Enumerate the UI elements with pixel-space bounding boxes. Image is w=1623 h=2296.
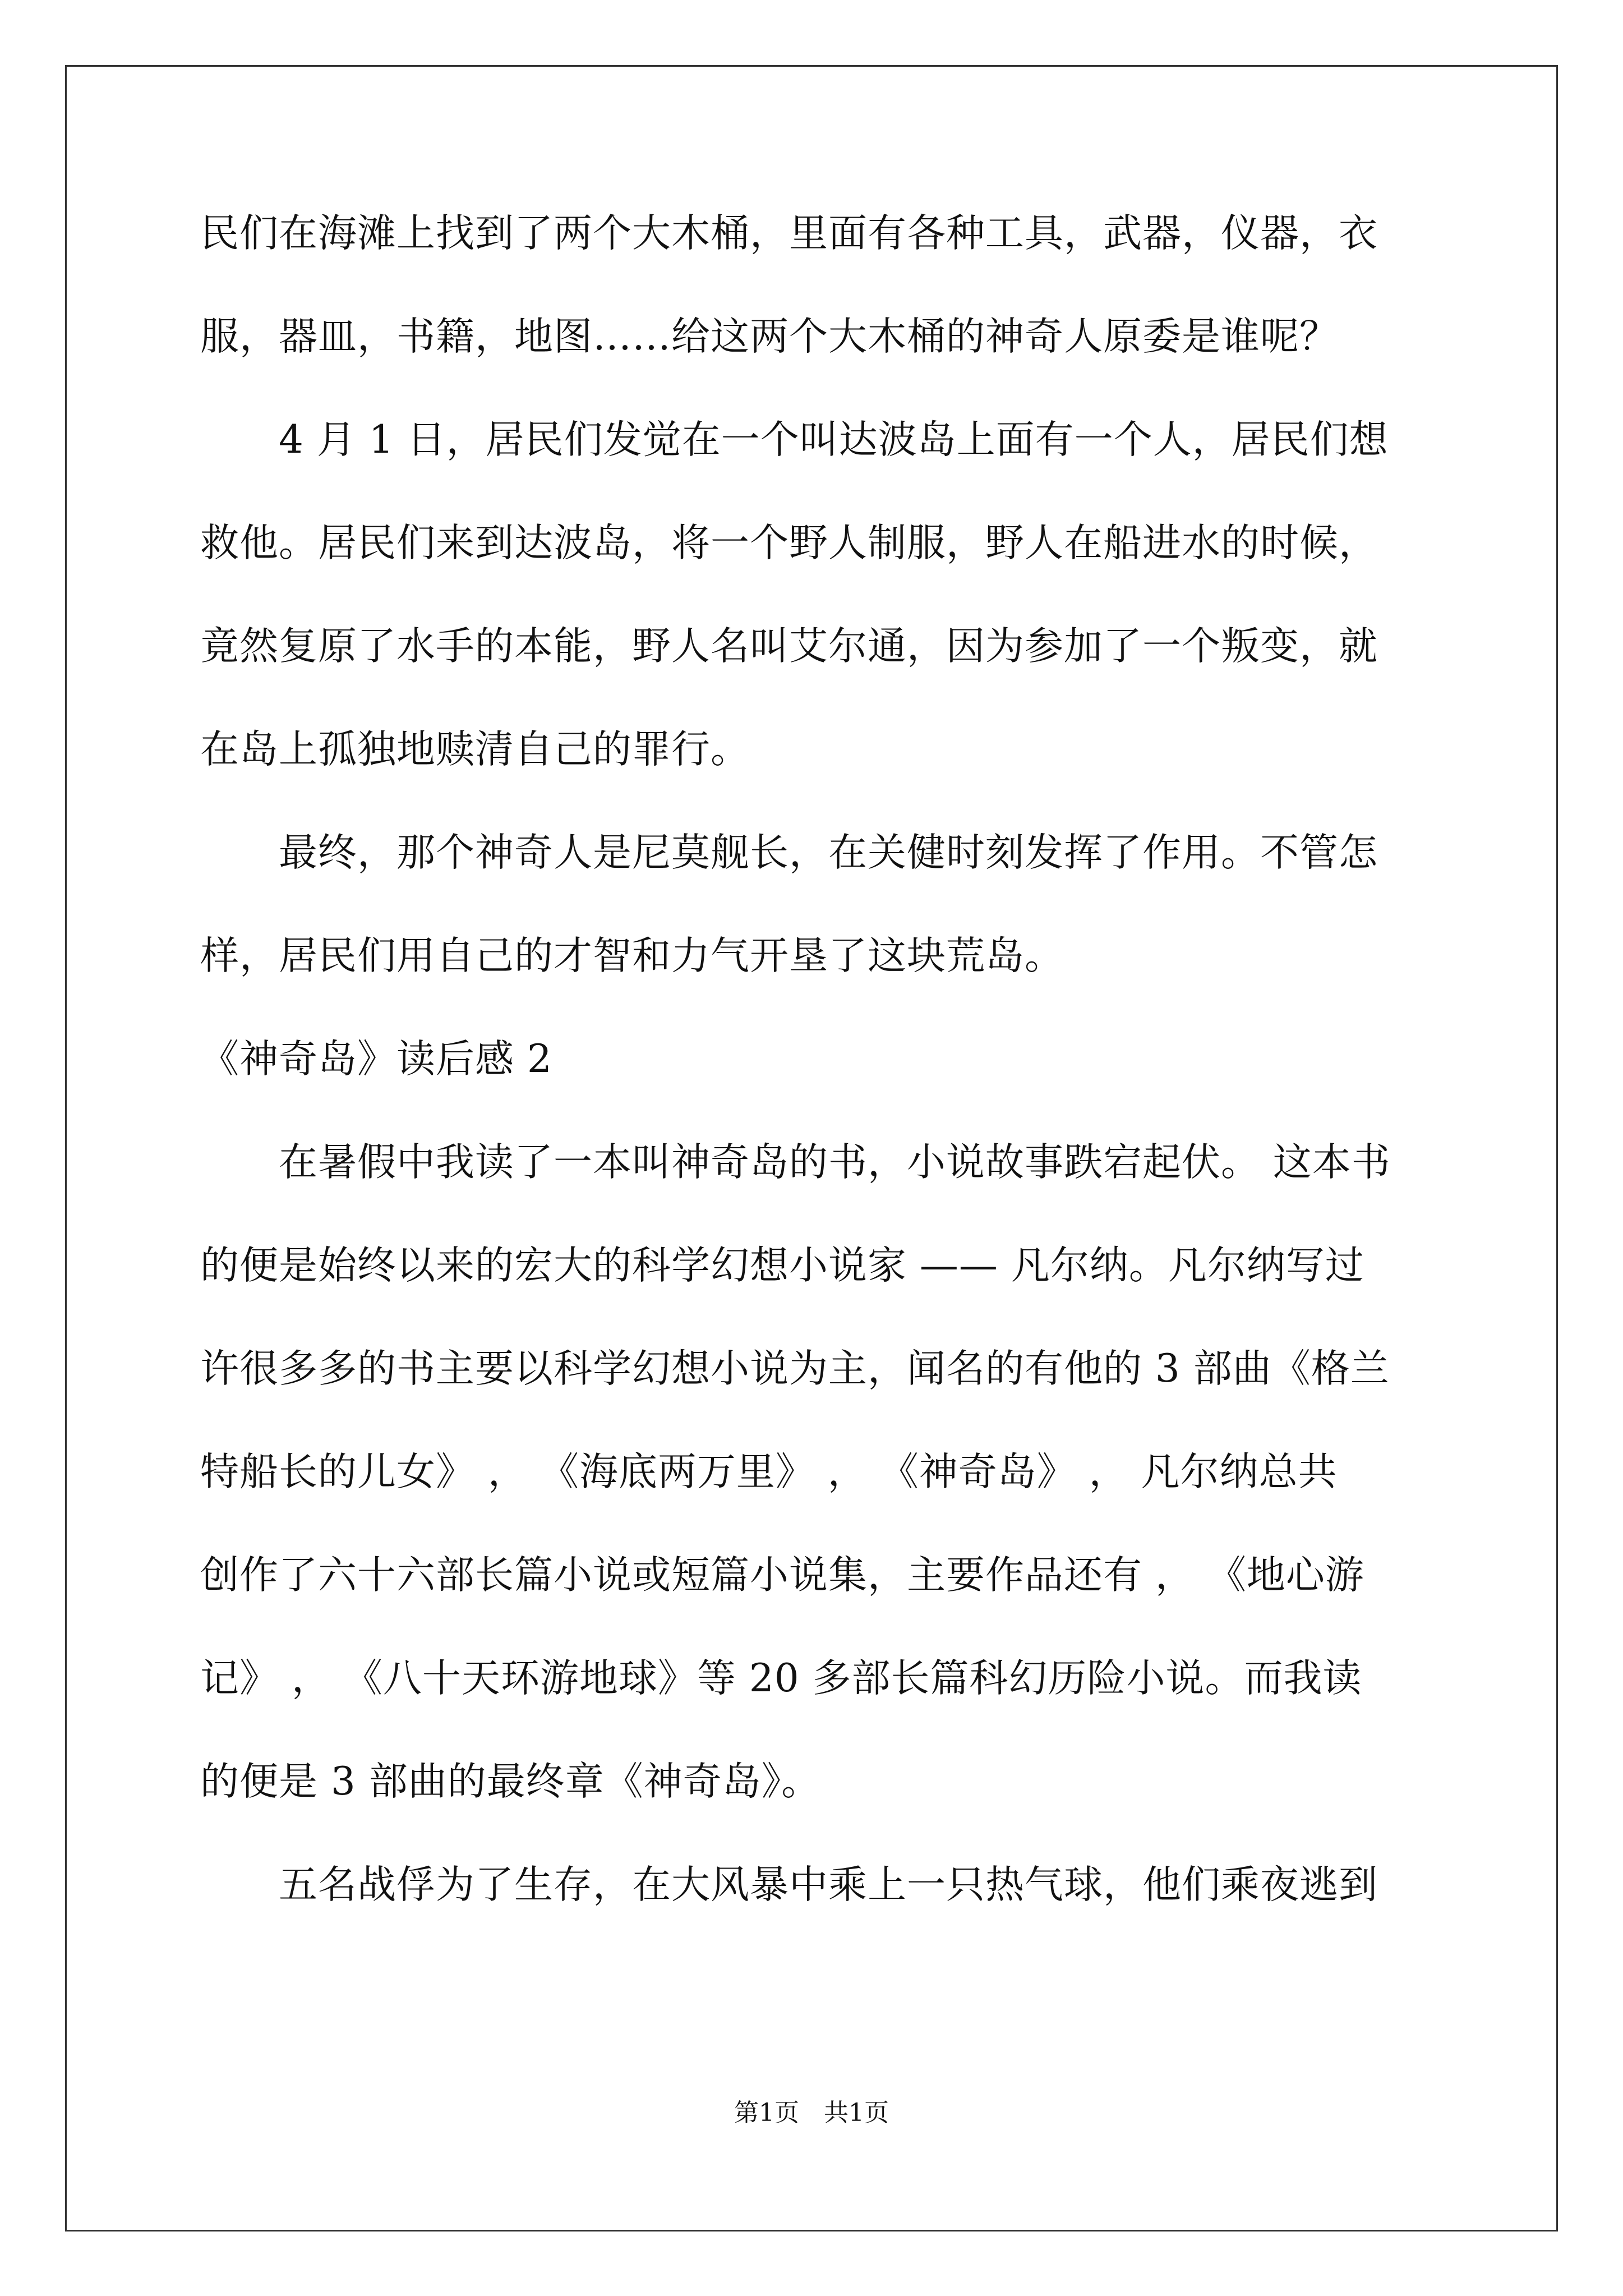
text-line: 救他。居民们来到达波岛，将一个野人制服，野人在船进水的时候， bbox=[200, 521, 1378, 565]
page-footer: 第1页 共1页 bbox=[734, 2099, 889, 2127]
text-line: 的便是 3 部曲的最终章《神奇岛》。 bbox=[200, 1759, 821, 1804]
text-line: 民们在海滩上找到了两个大木桶，里面有各种工具，武器，仪器，衣 bbox=[200, 211, 1378, 256]
text-line: 在暑假中我读了一本叫神奇岛的书，小说故事跌宕起伏。 这本书 bbox=[200, 1140, 1391, 1185]
text-line: 在岛上孤独地赎清自己的罪行。 bbox=[200, 727, 750, 772]
text-line: 竟然复原了水手的本能，野人名叫艾尔通，因为参加了一个叛变，就 bbox=[200, 624, 1378, 669]
text-line: 服，器皿，书籍，地图……给这两个大木桶的神奇人原委是谁呢？ bbox=[200, 314, 1339, 359]
text-line: 创作了六十六部长篇小说或短篇小说集，主要作品还有 ， 《地心游 bbox=[200, 1553, 1364, 1598]
section-heading: 《神奇岛》读后感 2 bbox=[200, 1037, 552, 1082]
text-line: 记》 ， 《八十天环游地球》等 20 多部长篇科幻历险小说。而我读 bbox=[200, 1656, 1362, 1701]
text-line: 特船长的儿女》 ， 《海底两万里》 ， 《神奇岛》 ， 凡尔纳总共 bbox=[200, 1450, 1338, 1494]
text-line: 4 月 1 日，居民们发觉在一个叫达波岛上面有一个人，居民们想 bbox=[200, 417, 1389, 462]
text-line: 五名战俘为了生存，在大风暴中乘上一只热气球，他们乘夜逃到 bbox=[200, 1862, 1378, 1907]
text-line: 样，居民们用自己的才智和力气开垦了这块荒岛。 bbox=[200, 933, 1064, 978]
text-line: 的便是始终以来的宏大的科学幻想小说家 —— 凡尔纳。凡尔纳写过 bbox=[200, 1243, 1364, 1288]
text-line: 许很多多的书主要以科学幻想小说为主，闻名的有他的 3 部曲《格兰 bbox=[200, 1346, 1390, 1391]
text-line: 最终，那个神奇人是尼莫舰长，在关健时刻发挥了作用。不管怎 bbox=[200, 830, 1378, 875]
